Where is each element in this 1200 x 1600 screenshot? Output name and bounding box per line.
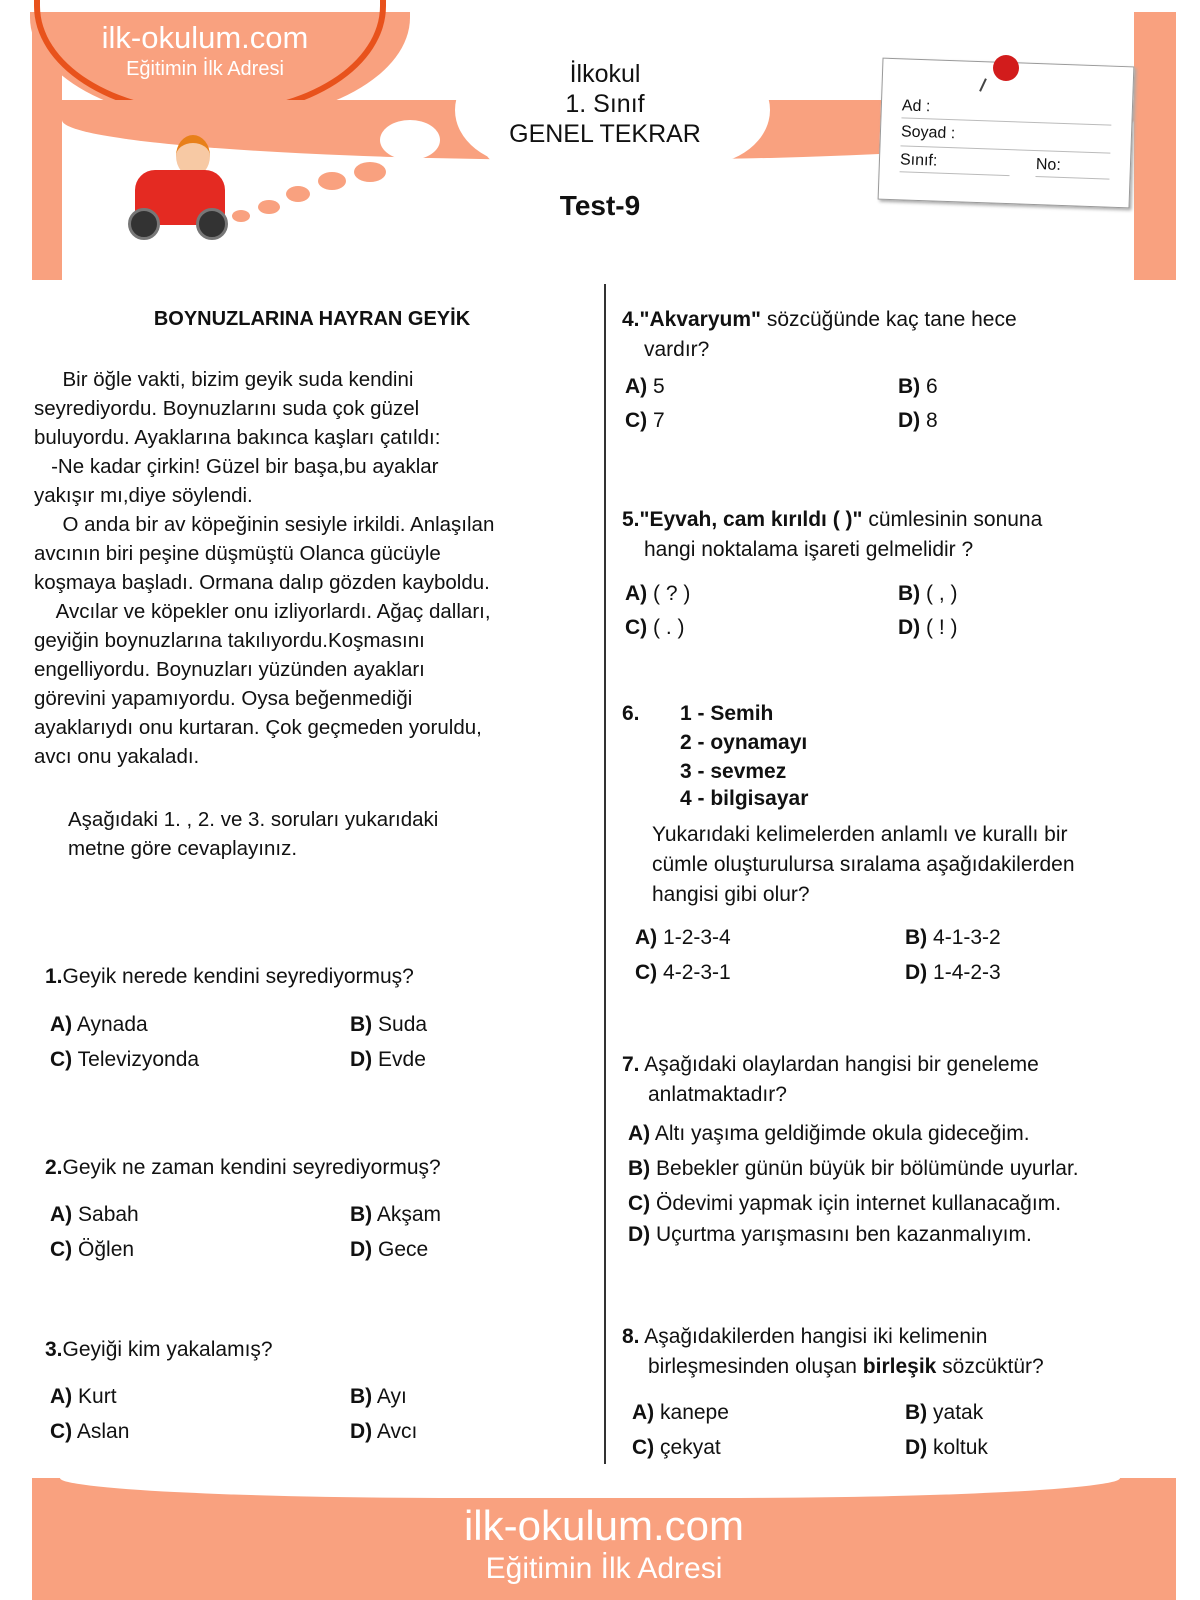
- passage-line: buluyordu. Ayaklarına bakınca kaşları çatıldı:: [34, 426, 441, 449]
- passage-line: O anda bir av köpeğinin sesiyle irkildi. Anlaşılan: [34, 513, 495, 536]
- word-item: 4 - bilgisayar: [680, 787, 809, 810]
- option-c[interactable]: C) 7: [625, 409, 665, 432]
- question-text: Geyik nerede kendini seyrediyormuş?: [62, 965, 414, 988]
- thought-dot: [232, 210, 250, 222]
- option-b[interactable]: B) Akşam: [350, 1203, 442, 1226]
- question-number: 3.: [45, 1338, 63, 1361]
- passage-line: -Ne kadar çirkin! Güzel bir başa,bu ayaklar: [34, 455, 439, 478]
- passage-line: yakışır mı,diye söylendi.: [34, 484, 253, 507]
- question-keyword: "Eyvah, cam kırıldı ( )": [639, 508, 863, 531]
- question-number: 4.: [622, 308, 640, 331]
- option-a[interactable]: A) Aynada: [50, 1013, 148, 1036]
- question-keyword: "Akvaryum": [639, 308, 761, 331]
- option-d[interactable]: D) 8: [898, 409, 938, 432]
- question-text: cümle oluşturulursa sıralama aşağıdakilerden: [652, 853, 1075, 876]
- column-divider: [604, 284, 606, 1464]
- word-item: 1 - Semih: [680, 702, 774, 725]
- question-number: 7.: [622, 1053, 640, 1076]
- car-wheel: [196, 208, 228, 240]
- word-item: 2 - oynamayı: [680, 731, 808, 754]
- option-b[interactable]: B) Ayı: [350, 1385, 407, 1408]
- option-a[interactable]: A) Altı yaşıma geldiğimde okula gideceğim.: [628, 1122, 1030, 1145]
- passage-line: avcı onu yakaladı.: [34, 745, 200, 768]
- question-text: sözcüğünde kaç tane hece: [760, 308, 1017, 331]
- question-text: Geyik ne zaman kendini seyrediyormuş?: [62, 1156, 441, 1179]
- question-text-cont: birleşmesinden oluşan birleşik sözcüktür?: [648, 1355, 1044, 1378]
- option-a[interactable]: A) kanepe: [632, 1401, 729, 1424]
- question-5: [622, 508, 1042, 532]
- question-6-number: 6.: [622, 702, 640, 725]
- question-text: Yukarıdaki kelimelerden anlamlı ve kurallı bir: [652, 823, 1068, 846]
- question-number: 8.: [622, 1325, 640, 1348]
- car-wheel: [128, 208, 160, 240]
- option-d[interactable]: D) koltuk: [905, 1436, 988, 1459]
- option-c[interactable]: C) Öğlen: [50, 1238, 135, 1261]
- word-item: 3 - sevmez: [680, 760, 787, 783]
- subject: GENEL TEKRAR: [509, 120, 701, 148]
- passage-line: koşmaya başladı. Ormana dalıp gözden kayboldu.: [34, 571, 490, 594]
- question-4: [622, 308, 1017, 332]
- question-text-cont: hangi noktalama işareti gelmelidir ?: [644, 538, 974, 561]
- passage-line: ayaklarıydı onu kurtaran. Çok geçmeden yoruldu,: [34, 716, 482, 739]
- question-2: [45, 1156, 441, 1180]
- question-text: Aşağıdakilerden hangisi iki kelimenin: [639, 1325, 988, 1348]
- footer-tagline: Eğitimin İlk Adresi: [485, 1552, 723, 1585]
- question-keyword: birleşik: [862, 1355, 937, 1378]
- question-1: [45, 965, 414, 989]
- option-a[interactable]: A) 5: [625, 375, 665, 398]
- option-c[interactable]: C) ( . ): [625, 616, 685, 639]
- grade: 1. Sınıf: [565, 90, 645, 118]
- passage-line: engelliyordu. Boynuzları yüzünden ayakları: [34, 658, 425, 681]
- option-d[interactable]: D) ( ! ): [898, 616, 958, 639]
- option-d[interactable]: D) Gece: [350, 1238, 429, 1261]
- thought-dot: [258, 200, 280, 214]
- instruction-line: Aşağıdaki 1. , 2. ve 3. soruları yukarıdaki: [68, 808, 439, 831]
- option-a[interactable]: A) Kurt: [50, 1385, 117, 1408]
- option-c[interactable]: C) Televizyonda: [50, 1048, 200, 1071]
- option-d[interactable]: D) Avcı: [350, 1420, 418, 1443]
- option-c[interactable]: C) çekyat: [632, 1436, 721, 1459]
- passage-line: seyrediyordu. Boynuzlarını suda çok güzel: [34, 397, 420, 420]
- passage-line: geyiğin boynuzlarına takılıyordu.Koşmasını: [34, 629, 425, 652]
- passage-line: görevini yapamıyordu. Oysa beğenmediği: [34, 687, 413, 710]
- passage-line: Bir öğle vakti, bizim geyik suda kendini: [34, 368, 414, 391]
- option-b[interactable]: B) Bebekler günün büyük bir bölümünde uyurlar.: [628, 1157, 1079, 1180]
- option-c[interactable]: C) Aslan: [50, 1420, 130, 1443]
- option-d[interactable]: D) Uçurtma yarışmasını ben kazanmalıyım.: [628, 1223, 1032, 1246]
- option-c[interactable]: C) Ödevimi yapmak için internet kullanacağım.: [628, 1192, 1062, 1215]
- option-b[interactable]: B) Suda: [350, 1013, 428, 1036]
- option-a[interactable]: A) Sabah: [50, 1203, 139, 1226]
- instruction-line: metne göre cevaplayınız.: [68, 837, 298, 860]
- option-b[interactable]: B) yatak: [905, 1401, 984, 1424]
- question-text-cont: vardır?: [644, 338, 710, 361]
- class-line[interactable]: [900, 171, 1010, 176]
- option-a[interactable]: A) ( ? ): [625, 582, 691, 605]
- thought-dot: [318, 172, 346, 190]
- option-a[interactable]: A) 1-2-3-4: [635, 926, 731, 949]
- question-text: hangisi gibi olur?: [652, 883, 810, 906]
- option-b[interactable]: B) 4-1-3-2: [905, 926, 1001, 949]
- cloud-bubble: [380, 120, 440, 160]
- thought-dot: [354, 162, 386, 182]
- surname-label: Soyad :: [900, 123, 956, 143]
- pin-icon: [993, 55, 1019, 81]
- option-b[interactable]: B) ( , ): [898, 582, 958, 605]
- question-7: [622, 1053, 1039, 1077]
- question-text: Geyiği kim yakalamış?: [62, 1338, 273, 1361]
- class-label: Sınıf:: [899, 151, 938, 170]
- option-d[interactable]: D) Evde: [350, 1048, 426, 1071]
- logo-tagline: Eğitimin İlk Adresi: [126, 58, 284, 80]
- option-d[interactable]: D) 1-4-2-3: [905, 961, 1001, 984]
- thought-dot: [286, 186, 310, 202]
- option-b[interactable]: B) 6: [898, 375, 938, 398]
- question-text: cümlesinin sonuna: [862, 508, 1043, 531]
- question-number: 2.: [45, 1156, 63, 1179]
- option-c[interactable]: C) 4-2-3-1: [635, 961, 731, 984]
- school-level: İlkokul: [569, 60, 641, 88]
- question-8: [622, 1325, 987, 1349]
- number-label: No:: [1035, 156, 1062, 174]
- number-line[interactable]: [1035, 176, 1109, 180]
- test-title: Test-9: [559, 190, 641, 221]
- passage-title: BOYNUZLARINA HAYRAN GEYİK: [153, 308, 471, 330]
- question-number: 1.: [45, 965, 63, 988]
- question-3: [45, 1338, 273, 1362]
- question-number: 5.: [622, 508, 640, 531]
- name-label: Ad :: [901, 97, 931, 116]
- passage-line: avcının biri peşine düşmüştü Olanca gücüyle: [34, 542, 441, 565]
- question-text: Aşağıdaki olaylardan hangisi bir geneleme: [639, 1053, 1039, 1076]
- question-text-cont: anlatmaktadır?: [648, 1083, 787, 1106]
- footer-site-name: ilk-okulum.com: [463, 1502, 745, 1549]
- logo-site-name: ilk-okulum.com: [101, 20, 309, 55]
- passage-line: Avcılar ve köpekler onu izliyorlardı. Ağaç dalları,: [34, 600, 491, 623]
